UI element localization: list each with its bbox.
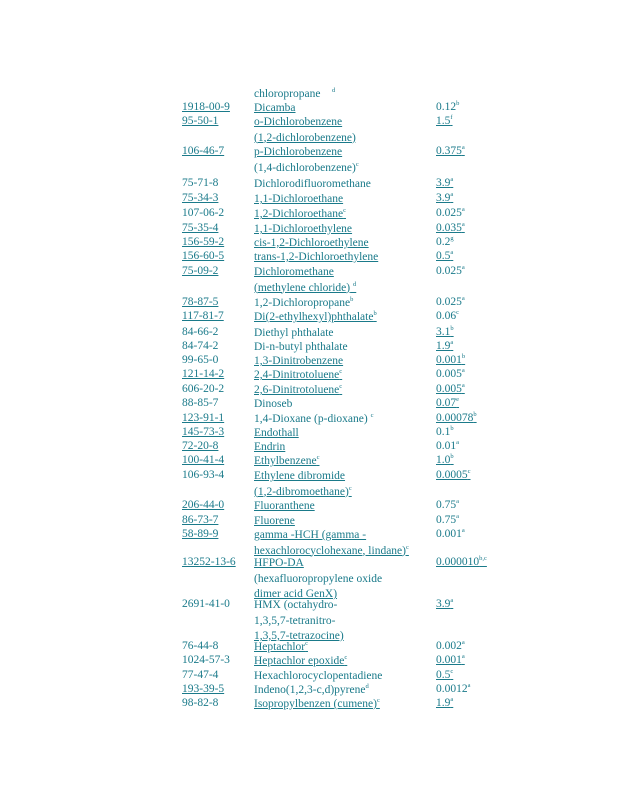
cas-number: 606-20-2 bbox=[182, 383, 225, 395]
chemical-name[interactable]: Endothall bbox=[254, 427, 299, 439]
limit-value: 0.025$^a$ bbox=[436, 206, 465, 219]
chemical-name[interactable]: Di(2-ethylhexyl)phthalate$^b$ bbox=[254, 310, 377, 323]
limit-value: 3.1$^b$ bbox=[436, 325, 454, 338]
cas-number: 84-74-2 bbox=[182, 340, 219, 352]
limit-value: 0.5$^a$ bbox=[436, 249, 454, 262]
limit-value: 0.75$^a$ bbox=[436, 498, 460, 511]
cas-number[interactable]: 206-44-0 bbox=[182, 499, 225, 511]
cas-number[interactable]: 106-46-7 bbox=[182, 145, 225, 157]
chemical-name[interactable]: 2,6-Dinitrotoluene$^c$ bbox=[254, 383, 343, 396]
limit-value: 0.06$^c$ bbox=[436, 309, 460, 322]
chemical-name[interactable]: Dicamba bbox=[254, 102, 296, 114]
limit-value: 0.000010$^{b,c}$ bbox=[436, 555, 487, 568]
name-footnote: d bbox=[332, 87, 336, 94]
limit-value: 3.9$^a$ bbox=[436, 597, 454, 610]
chemical-name[interactable]: o-Dichlorobenzene (1,2-dichlorobenzene) bbox=[254, 116, 356, 144]
limit-value: 3.9$^a$ bbox=[436, 191, 454, 204]
cas-number: 99-65-0 bbox=[182, 354, 219, 366]
limit-value: 0.07e bbox=[436, 396, 460, 409]
cas-number: 106-93-4 bbox=[182, 469, 225, 481]
chemical-name[interactable]: 1,1-Dichloroethylene bbox=[254, 223, 353, 235]
cas-number: 76-44-8 bbox=[182, 640, 219, 652]
cas-number[interactable]: 75-35-4 bbox=[182, 222, 219, 234]
limit-value: 1.0$^b$ bbox=[436, 453, 454, 466]
limit-value: 0.001$^a$ bbox=[436, 653, 465, 666]
chemical-name[interactable]: Ethylbenzene$^c$ bbox=[254, 454, 320, 467]
chemical-name[interactable]: trans-1,2-Dichloroethylene bbox=[254, 251, 379, 263]
cas-number[interactable]: 72-20-8 bbox=[182, 440, 219, 452]
chemical-name[interactable]: HMX (octahydro- 1,3,5,7-tetranitro- 1,3,5,7-tetrazocine) bbox=[254, 599, 344, 642]
chemical-name[interactable]: Fluoranthene bbox=[254, 500, 315, 512]
cas-number[interactable]: 78-87-5 bbox=[182, 296, 219, 308]
limit-value: 0.002$^a$ bbox=[436, 639, 465, 652]
chemical-name[interactable]: Isopropylbenzen (cumene)$^c$ bbox=[254, 697, 380, 710]
chemical-name[interactable]: p-Dichlorobenzene (1,4-dichlorobenzene)$^c$ bbox=[254, 146, 359, 174]
cas-number[interactable]: 75-34-3 bbox=[182, 192, 219, 204]
chemical-name[interactable]: Heptachlor epoxide$^c$ bbox=[254, 654, 348, 667]
limit-value: 0.5$^c$ bbox=[436, 668, 454, 681]
chemical-name[interactable]: Ethylene dibromide (1,2-dibromoethane)$^c$ bbox=[254, 470, 352, 498]
limit-value: 0.025$^a$ bbox=[436, 295, 465, 308]
cas-number[interactable]: 13252-13-6 bbox=[182, 556, 236, 568]
limit-value: 0.001$^b$ bbox=[436, 353, 466, 366]
limit-value: 0.0005$^c$ bbox=[436, 468, 471, 481]
cas-number[interactable]: 95-50-1 bbox=[182, 115, 219, 127]
cas-number[interactable]: 117-81-7 bbox=[182, 310, 224, 322]
limit-value: 1.5$^f$ bbox=[436, 114, 453, 127]
chemical-name: 1,2-Dichloropropane$^b$ bbox=[254, 296, 354, 309]
chemical-name: Hexachlorocyclopentadiene bbox=[254, 670, 383, 682]
chemical-name: chloropropane bbox=[254, 88, 321, 100]
cas-number: 1024-57-3 bbox=[182, 654, 230, 666]
chemical-name[interactable]: HFPO-DA (hexafluoropropylene oxide dimer acid GenX) bbox=[254, 557, 383, 600]
cas-number: 75-71-8 bbox=[182, 177, 219, 189]
limit-value: 0.025$^a$ bbox=[436, 264, 465, 277]
cas-number: 84-66-2 bbox=[182, 326, 219, 338]
cas-number: 107-06-2 bbox=[182, 207, 225, 219]
cas-number[interactable]: 75-09-2 bbox=[182, 265, 219, 277]
limit-value: 3.9$^a$ bbox=[436, 176, 454, 189]
limit-value: 0.0012$^a$ bbox=[436, 682, 471, 695]
limit-value: 1.9$^a$ bbox=[436, 339, 454, 352]
limit-value: 0.005$^a$ bbox=[436, 367, 465, 380]
chemical-name[interactable]: Endrin bbox=[254, 441, 286, 453]
cas-number: 2691-41-0 bbox=[182, 598, 230, 610]
chemical-name[interactable]: 2,4-Dinitrotoluene$^c$ bbox=[254, 368, 343, 381]
chemical-name[interactable]: cis-1,2-Dichloroethylene bbox=[254, 237, 369, 249]
limit-value: 0.12$^b$ bbox=[436, 100, 460, 113]
cas-number[interactable]: 86-73-7 bbox=[182, 514, 219, 526]
chemical-name: 1,4-Dioxane (p-dioxane) $^c$ bbox=[254, 412, 374, 425]
cas-number[interactable]: 121-14-2 bbox=[182, 368, 225, 380]
chemical-name[interactable]: gamma -HCH (gamma - hexachlorocyclohexane, lindane)$^c$ bbox=[254, 529, 409, 557]
chemical-name[interactable]: 1,1-Dichloroethane bbox=[254, 193, 344, 205]
limit-value: 0.00078$^b$ bbox=[436, 411, 477, 424]
chemical-name: Dinoseb bbox=[254, 398, 293, 410]
chemical-name[interactable]: Heptachlor$^c$ bbox=[254, 640, 308, 653]
limit-value: 0.1$^b$ bbox=[436, 425, 454, 438]
chemical-name: Indeno(1,2,3-c,d)pyrene$^d$ bbox=[254, 683, 369, 696]
limit-value: 1.9$^a$ bbox=[436, 696, 454, 709]
cas-number[interactable]: 156-59-2 bbox=[182, 236, 225, 248]
chemical-name: Dichlorodifluoromethane bbox=[254, 178, 371, 190]
chemical-name[interactable]: 1,3-Dinitrobenzene bbox=[254, 355, 344, 367]
limit-value: 0.001$^a$ bbox=[436, 527, 465, 540]
chemical-name[interactable]: Dichloromethane (methylene chloride) $^d$ bbox=[254, 266, 357, 294]
cas-number[interactable]: 58-89-9 bbox=[182, 528, 219, 540]
cas-number[interactable]: 145-73-3 bbox=[182, 426, 225, 438]
limit-value: 0.375$^a$ bbox=[436, 144, 465, 157]
limit-value: 0.75$^a$ bbox=[436, 513, 460, 526]
limit-value: 0.005$^a$ bbox=[436, 382, 465, 395]
chemical-name[interactable]: 1,2-Dichloroethane$^c$ bbox=[254, 207, 346, 220]
cas-number[interactable]: 1918-00-9 bbox=[182, 101, 230, 113]
cas-number[interactable]: 100-41-4 bbox=[182, 454, 225, 466]
chemical-name: Di-n-butyl phthalate bbox=[254, 341, 348, 353]
chemical-name[interactable]: Fluorene bbox=[254, 515, 295, 527]
cas-number: 77-47-4 bbox=[182, 669, 219, 681]
cas-number[interactable]: 156-60-5 bbox=[182, 250, 225, 262]
limit-value: 0.035$^a$ bbox=[436, 221, 465, 234]
cas-number[interactable]: 123-91-1 bbox=[182, 412, 225, 424]
limit-value: 0.2$^g$ bbox=[436, 235, 454, 248]
cas-number: 88-85-7 bbox=[182, 397, 219, 409]
limit-value: 0.01$^a$ bbox=[436, 439, 460, 452]
cas-number[interactable]: 193-39-5 bbox=[182, 683, 225, 695]
chemical-name: Diethyl phthalate bbox=[254, 327, 334, 339]
cas-number: 98-82-8 bbox=[182, 697, 219, 709]
